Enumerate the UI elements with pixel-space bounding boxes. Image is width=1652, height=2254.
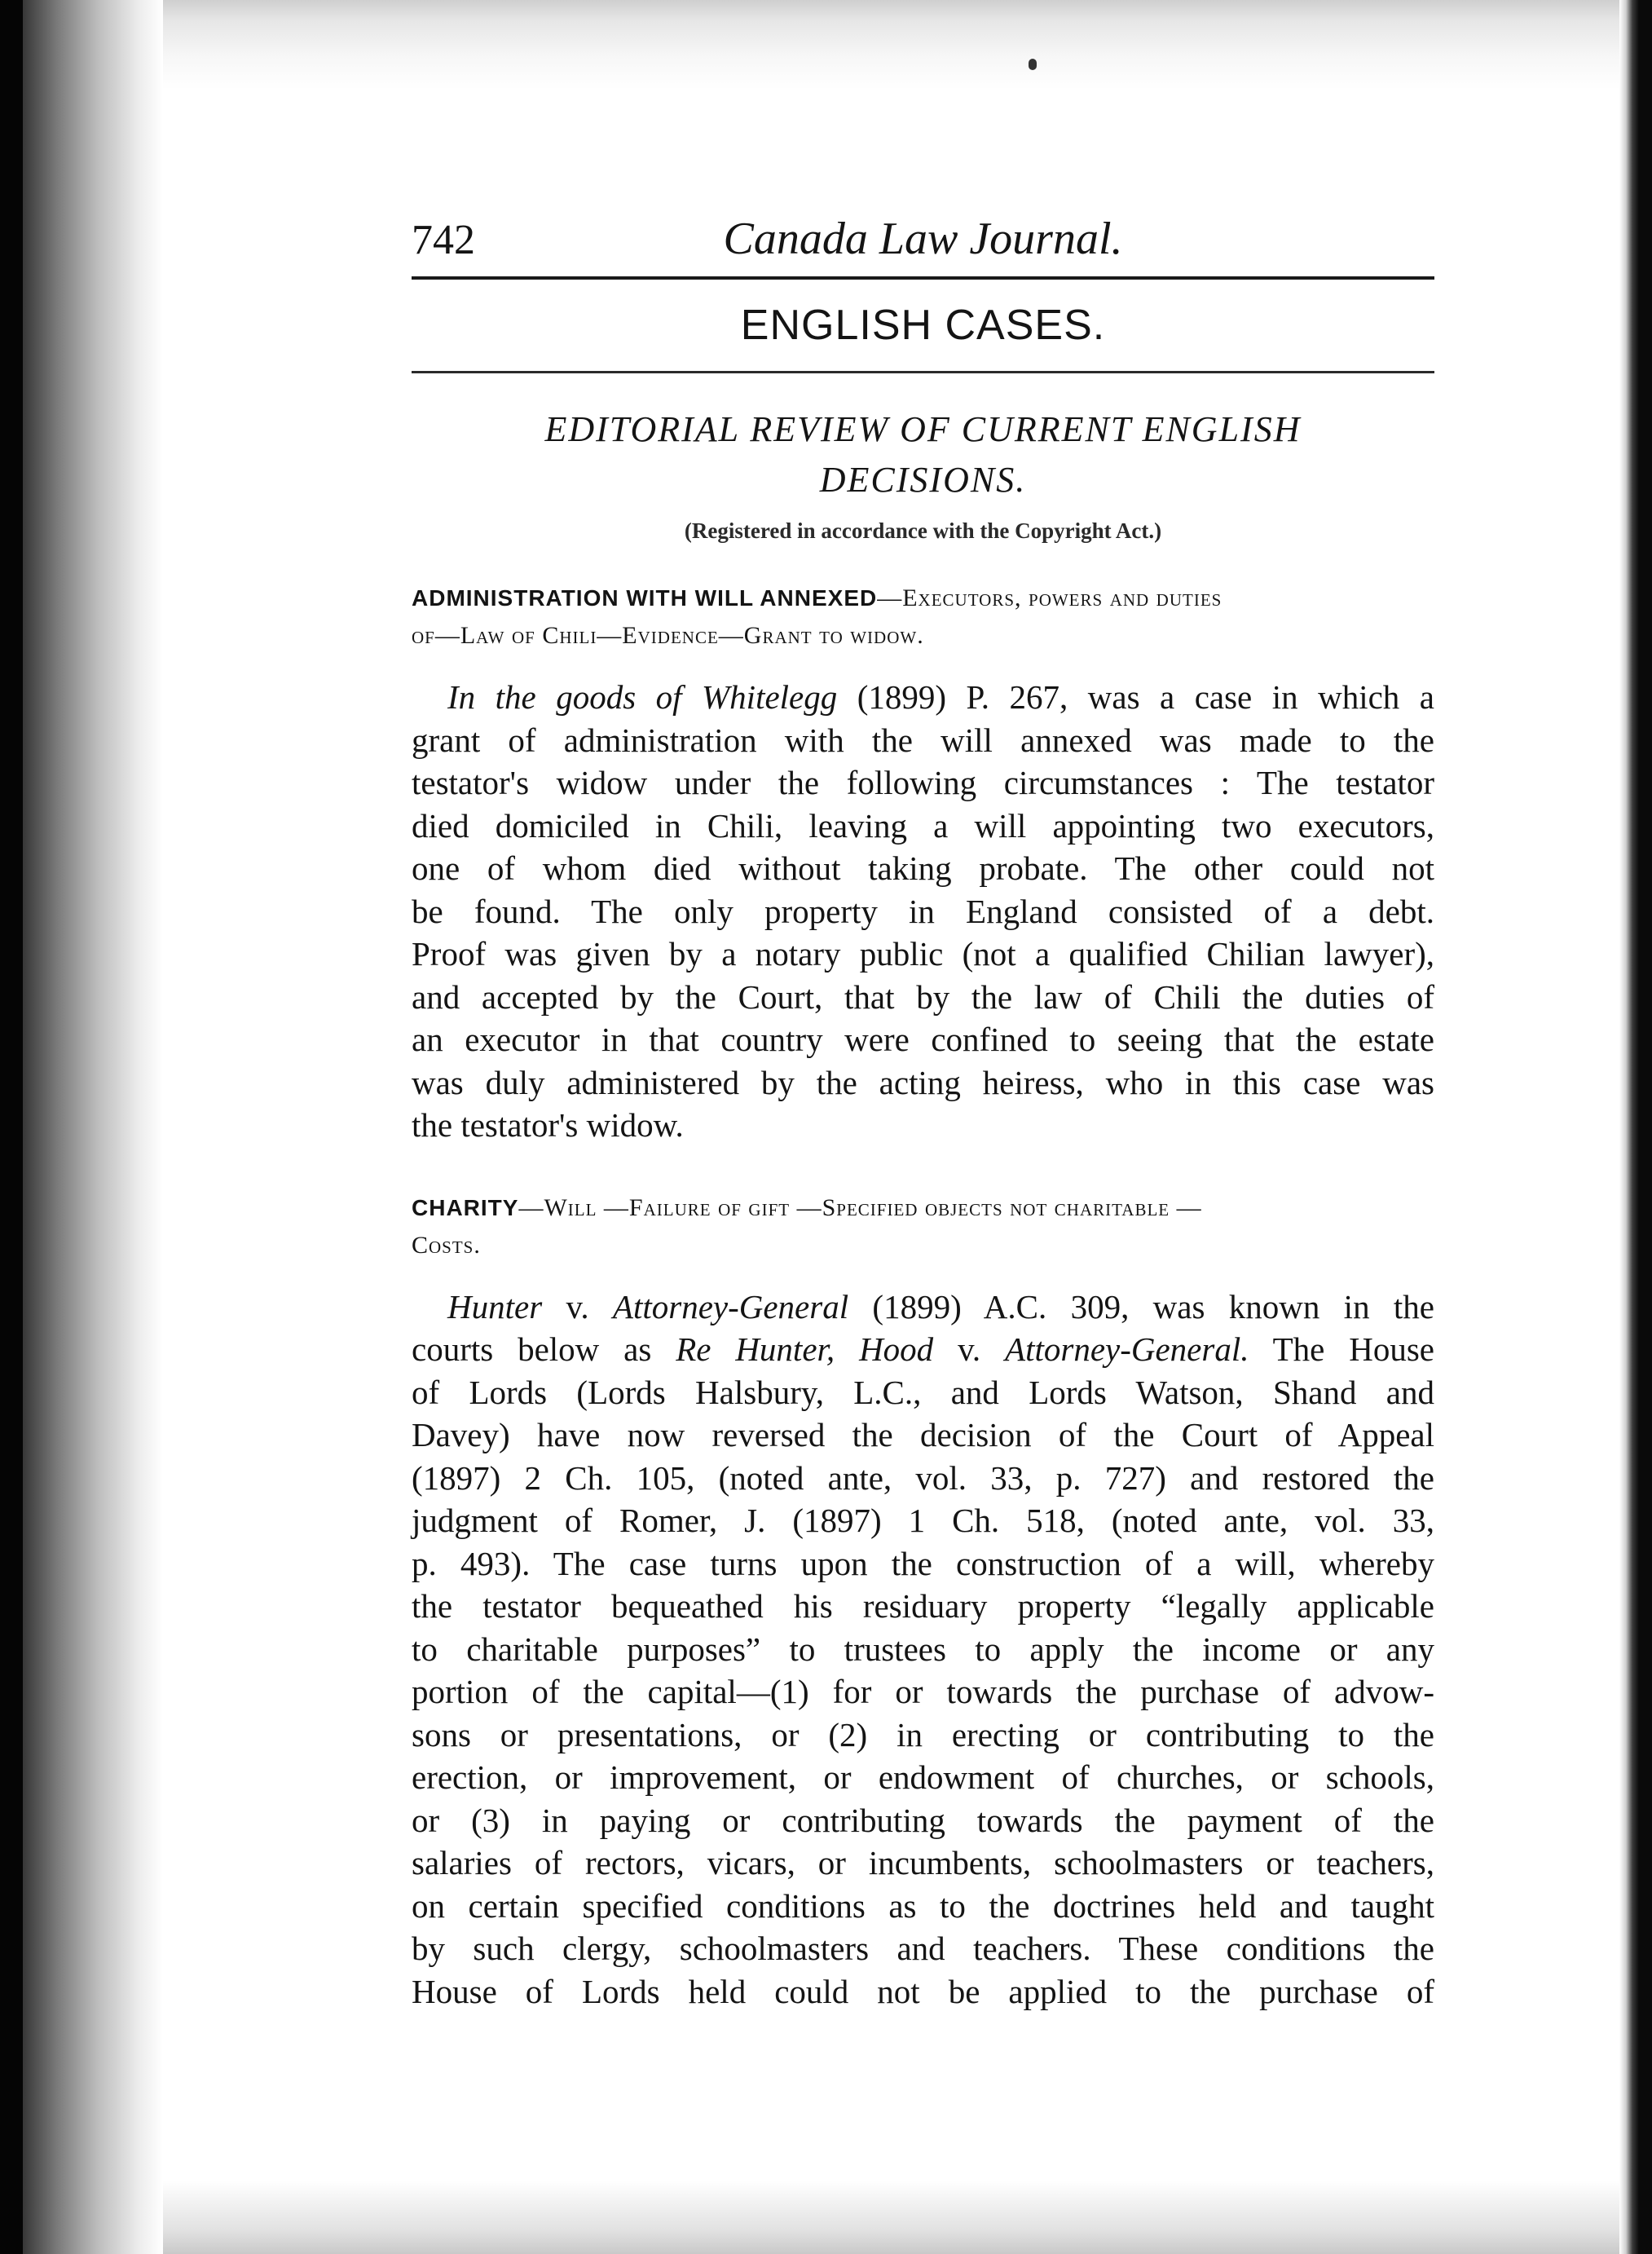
review-title xyxy=(412,404,1434,505)
scan-left-binding-shadow xyxy=(0,0,163,2254)
case-1-line: testator's widow under the following circumstances : The testator xyxy=(412,764,1434,801)
case-2-line: erection, or improvement, or endowment of churches, or schools, xyxy=(412,1758,1434,1796)
case-2-re-name: Re Hunter, Hood xyxy=(676,1330,934,1368)
case-2-line: to charitable purposes” to trustees to apply the income or any xyxy=(412,1630,1434,1668)
case-1-line: an executor in that country were confined to seeing that the estate xyxy=(412,1021,1434,1058)
case-1-line: Proof was given by a notary public (not a qualified Chilian lawyer), xyxy=(412,935,1434,973)
case-1-line: died domiciled in Chili, leaving a will appointing two executors, xyxy=(412,806,1434,845)
case-2-party-2: Attorney-General xyxy=(612,1287,849,1325)
case-1-body xyxy=(412,676,1434,1147)
case-2-text: courts below as xyxy=(412,1330,676,1368)
case-1-line: was duly administered by the acting heiress, who in this case was xyxy=(412,1063,1434,1101)
journal-title: Canada Law Journal. xyxy=(723,214,1123,264)
copyright-note: (Registered in accordance with the Copyright Act.) xyxy=(684,518,1162,543)
case-2-versus: v. xyxy=(542,1287,613,1325)
case-2-body xyxy=(412,1286,1434,2014)
scan-right-edge xyxy=(1619,0,1652,2254)
page-content xyxy=(412,208,1434,2013)
case-2-line: p. 493). The case turns upon the construction of a will, whereby xyxy=(412,1544,1434,1582)
case-2-headnote-continued: Costs. xyxy=(412,1231,481,1259)
scan-left-binding-edge xyxy=(0,0,23,2254)
case-2-party-1: Hunter xyxy=(447,1287,543,1325)
case-2-line xyxy=(412,1328,1434,1371)
case-2-line xyxy=(412,1286,1434,1329)
case-1-line: grant of administration with the will annexed was made to the xyxy=(412,721,1434,759)
case-1-line: and accepted by the Court, that by the law of Chili the duties of xyxy=(412,977,1434,1016)
case-1-headnote-rest: —Executors, powers and duties xyxy=(877,584,1222,611)
review-title-line-1: EDITORIAL REVIEW OF CURRENT ENGLISH xyxy=(544,409,1302,449)
scan-speck xyxy=(1029,59,1037,70)
page-number: 742 xyxy=(412,217,475,263)
case-2-party-3: Attorney-General. xyxy=(1005,1330,1249,1368)
case-2-line: House of Lords held could not be applied to the purchase of xyxy=(412,1972,1434,2010)
case-2-line: or (3) in paying or contributing towards the payment of the xyxy=(412,1801,1434,1839)
case-2-line: sons or presentations, or (2) in erecting or contributing to the xyxy=(412,1715,1434,1753)
case-1-line xyxy=(412,676,1434,719)
case-2-headnote xyxy=(412,1189,1434,1264)
scan-bottom-shadow xyxy=(0,2181,1652,2254)
case-2-line: of Lords (Lords Halsbury, L.C., and Lords Watson, Shand and xyxy=(412,1373,1434,1411)
case-2-line: (1897) 2 Ch. 105, (noted ante, vol. 33, p. 727) and restored the xyxy=(412,1458,1434,1497)
case-2-line: by such clergy, schoolmasters and teachers. These conditions the xyxy=(412,1930,1434,1967)
scan-top-shadow xyxy=(0,0,1652,90)
case-1-headnote xyxy=(412,580,1434,655)
running-head xyxy=(412,208,1434,276)
case-1-line: the testator's widow. xyxy=(412,1106,684,1144)
case-1-citation-rest: (1899) P. 267, was a case in which a xyxy=(837,678,1434,716)
section-title: ENGLISH CASES. xyxy=(740,302,1106,349)
case-2-line: portion of the capital—(1) for or towards the purchase of advow- xyxy=(412,1673,1434,1710)
case-1-headnote-lead: ADMINISTRATION WITH WILL ANNEXED xyxy=(412,585,878,611)
case-2-line: on certain specified conditions as to the doctrines held and taught xyxy=(412,1886,1434,1925)
case-2-text-2: The House xyxy=(1249,1330,1435,1368)
case-2-line: the testator bequeathed his residuary property “legally applicable xyxy=(412,1587,1434,1625)
case-2-line: salaries of rectors, vicars, or incumbents, schoolmasters or teachers, xyxy=(412,1844,1434,1881)
case-2-versus-2: v. xyxy=(933,1330,1006,1368)
case-2-line: judgment of Romer, J. (1897) 1 Ch. 518, (noted ante, vol. 33, xyxy=(412,1502,1434,1539)
case-2-line: Davey) have now reversed the decision of the Court of Appeal xyxy=(412,1416,1434,1453)
case-1-line: be found. The only property in England consisted of a debt. xyxy=(412,892,1434,930)
case-1-headnote-continued: of—Law of Chili—Evidence—Grant to widow. xyxy=(412,622,924,649)
section-rule xyxy=(412,371,1434,373)
case-2-headnote-rest: —Will —Failure of gift —Specified objects not charitable — xyxy=(518,1193,1202,1221)
case-2-citation: (1899) A.C. 309, was known in the xyxy=(848,1287,1434,1325)
case-1-citation-name: In the goods of Whitelegg xyxy=(447,678,838,716)
review-title-line-2: DECISIONS. xyxy=(819,460,1027,500)
case-1-line: one of whom died without taking probate. The other could not xyxy=(412,849,1434,887)
case-2-headnote-lead: CHARITY xyxy=(412,1194,519,1220)
